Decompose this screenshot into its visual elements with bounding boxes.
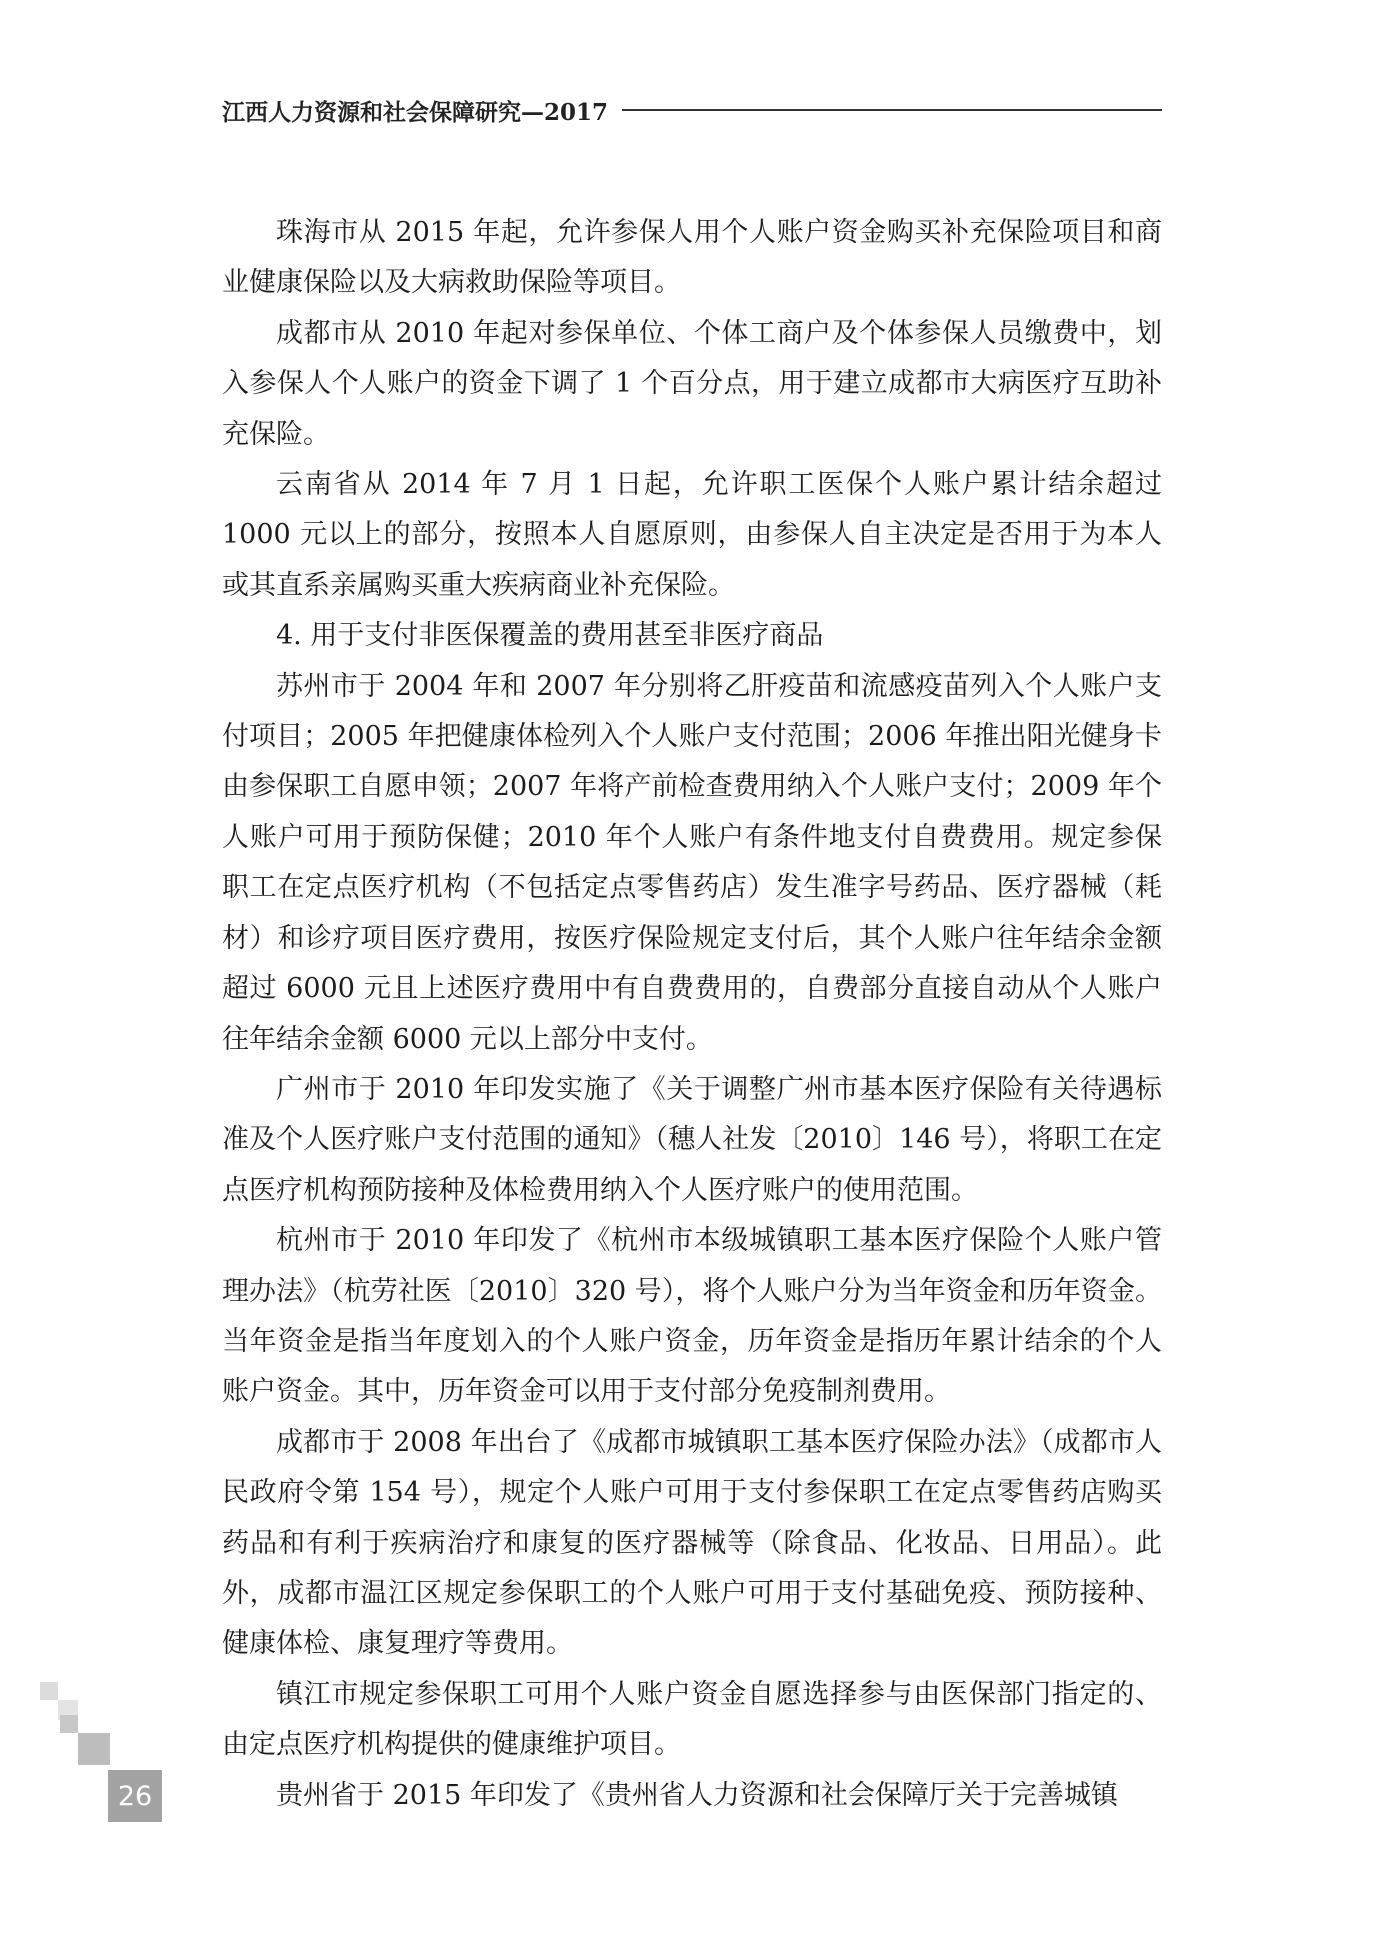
paragraph: 镇江市规定参保职工可用个人账户资金自愿选择参与由医保部门指定的、由定点医疗机构提供的健康维护项目。 [222,1678,1162,1761]
paragraph: 云南省从 2014 年 7 月 1 日起，允许职工医保个人账户累计结余超过 1000 元以上的部分，按照本人自愿原则，由参保人自主决定是否用于为本人或其直系亲属购买重大疾病商业补充保险。 [222,469,1162,601]
paragraph: 成都市于 2008 年出台了《成都市城镇职工基本医疗保险办法》（成都市人民政府令第 154 号），规定个人账户可用于支付参保职工在定点零售药店购买药品和有利于疾病治疗和康复的医疗器械等（除食品、化妆品、日用品）。此外，成都市温江区规定参保职工的个人账户可用于支付基础免疫、预防接种、健康体检、康复理疗等费用。 [222,1426,1162,1660]
paragraph: 贵州省于 2015 年印发了《贵州省人力资源和社会保障厅关于完善城镇 [276,1779,1118,1811]
paragraph: 苏州市于 2004 年和 2007 年分别将乙肝疫苗和流感疫苗列入个人账户支付项目；2005 年把健康体检列入个人账户支付范围；2006 年推出阳光健身卡由参保职工自愿申领；2007 年将产前检查费用纳入个人账户支付；2009 年个人账户可用于预防保健；2010 年个人账户有条件地支付自费费用。规定参保职工在定点医疗机构（不包括定点零售药店）发生准字号药品、医疗器械（耗材）和诊疗项目医疗费用，按医疗保险规定支付后，其个人账户往年结余金额超过 6000 元且上述医疗费用中有自费费用的，自费部分直接自动从个人账户往年结余金额 6000 元以上部分中支付。 [222,670,1162,1055]
decorative-square [40,1682,58,1700]
paragraph: 杭州市于 2010 年印发了《杭州市本级城镇职工基本医疗保险个人账户管理办法》（杭劳社医〔2010〕320 号），将个人账户分为当年资金和历年资金。当年资金是指当年度划入的个人账户资金，历年资金是指历年累计结余的个人账户资金。其中，历年资金可以用于支付部分免疫制剂费用。 [222,1225,1162,1408]
running-header [222,92,1162,128]
paragraph: 广州市于 2010 年印发实施了《关于调整广州市基本医疗保险有关待遇标准及个人医疗账户支付范围的通知》（穗人社发〔2010〕146 号），将职工在定点医疗机构预防接种及体检费用纳入个人医疗账户的使用范围。 [222,1073,1162,1206]
paragraph: 成都市从 2010 年起对参保单位、个体工商户及个体参保人员缴费中，划入参保人个人账户的资金下调了 1 个百分点，用于建立成都市大病医疗互助补充保险。 [222,317,1162,450]
header-rule [622,109,1162,111]
section-heading: 4. 用于支付非医保覆盖的费用甚至非医疗商品 [276,620,824,652]
paragraph: 珠海市从 2015 年起，允许参保人用个人账户资金购买补充保险项目和商业健康保险以及大病救助保险等项目。 [222,217,1162,299]
running-header-title: 江西人力资源和社会保障研究—2017 [222,98,609,126]
page-number-box [108,1770,162,1822]
page-number: 26 [117,1780,153,1812]
body-text [222,208,1162,1821]
decorative-square [60,1715,78,1733]
decorative-square [78,1733,110,1765]
